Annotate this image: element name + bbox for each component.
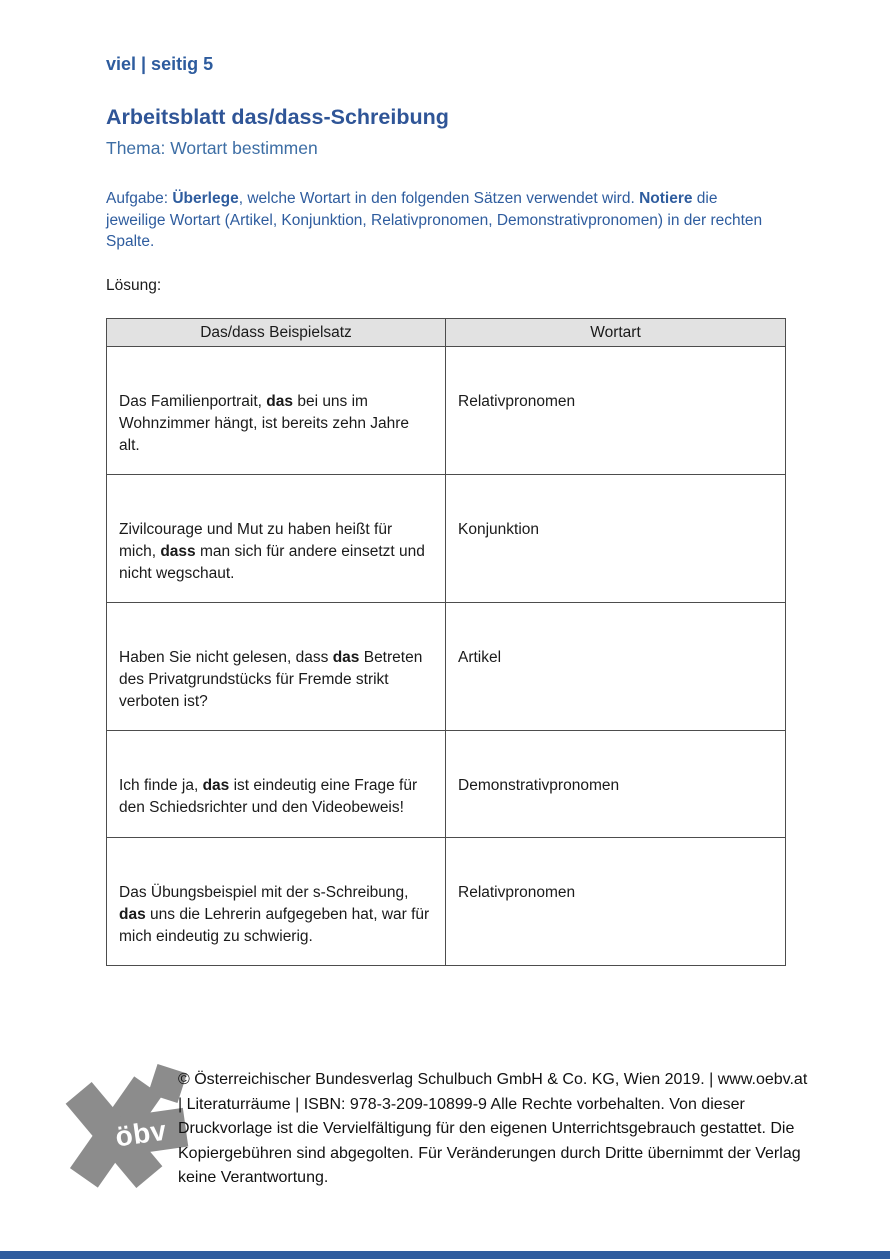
answers-table-body [107, 347, 786, 966]
brand-header: viel | seitig 5 [106, 54, 214, 74]
header-cell-wortart: Wortart [446, 319, 786, 347]
header-cell-beispielsatz: Das/dass Beispielsatz [107, 319, 446, 347]
solution-label: Lösung: [106, 277, 162, 294]
sentence-cell: Ich finde ja, das ist eindeutig eine Frage für den Schiedsrichter und den Videobeweis! [107, 731, 446, 838]
page-title: Arbeitsblatt das/dass-Schreibung [106, 105, 449, 129]
sentence-cell: Haben Sie nicht gelesen, dass das Betreten des Privatgrundstücks für Fremde strikt verboten ist? [107, 603, 446, 731]
page-subtitle: Thema: Wortart bestimmen [106, 138, 318, 158]
table-row [107, 731, 786, 838]
task-instruction: Aufgabe: Überlege, welche Wortart in den folgenden Sätzen verwendet wird. Notiere die jeweilige Wortart (Artikel, Konjunktion, Relativpronomen, Demonstrativpronomen) in der rechten Spalte. [106, 190, 763, 250]
logo-text: öbv [113, 1114, 169, 1152]
sentence-cell: Das Übungsbeispiel mit der s-Schreibung, das uns die Lehrerin aufgegeben hat, war für mich eindeutig zu schwierig. [107, 838, 446, 966]
wortart-cell: Artikel [446, 603, 786, 731]
wortart-cell: Konjunktion [446, 475, 786, 603]
wortart-cell: Relativpronomen [446, 347, 786, 475]
wortart-cell: Relativpronomen [446, 838, 786, 966]
table-row [107, 475, 786, 603]
table-row [107, 603, 786, 731]
table-row [107, 838, 786, 966]
copyright-text: © Österreichischer Bundesverlag Schulbuch GmbH & Co. KG, Wien 2019. | www.oebv.at | Literaturräume | ISBN: 978-3-209-10899-9 Alle Rechte vorbehalten. Von dieser Druckvorlage ist die Vervielfältigung für den eigenen Unterrichtsgebrauch gestattet. Die Kopiergebühren sind abgegolten. Für Veränderungen durch Dritte übernimmt der Verlag keine Verantwortung. [178, 1071, 808, 1186]
table-header-row [107, 319, 786, 347]
wortart-cell: Demonstrativpronomen [446, 731, 786, 838]
sentence-cell: Das Familienportrait, das bei uns im Wohnzimmer hängt, ist bereits zehn Jahre alt. [107, 347, 446, 475]
table-row [107, 347, 786, 475]
answers-table [106, 318, 786, 966]
sentence-cell: Zivilcourage und Mut zu haben heißt für mich, dass man sich für andere einsetzt und nicht wegschaut. [107, 475, 446, 603]
oebv-logo [68, 1068, 188, 1190]
footer-accent-bar [0, 1251, 890, 1259]
